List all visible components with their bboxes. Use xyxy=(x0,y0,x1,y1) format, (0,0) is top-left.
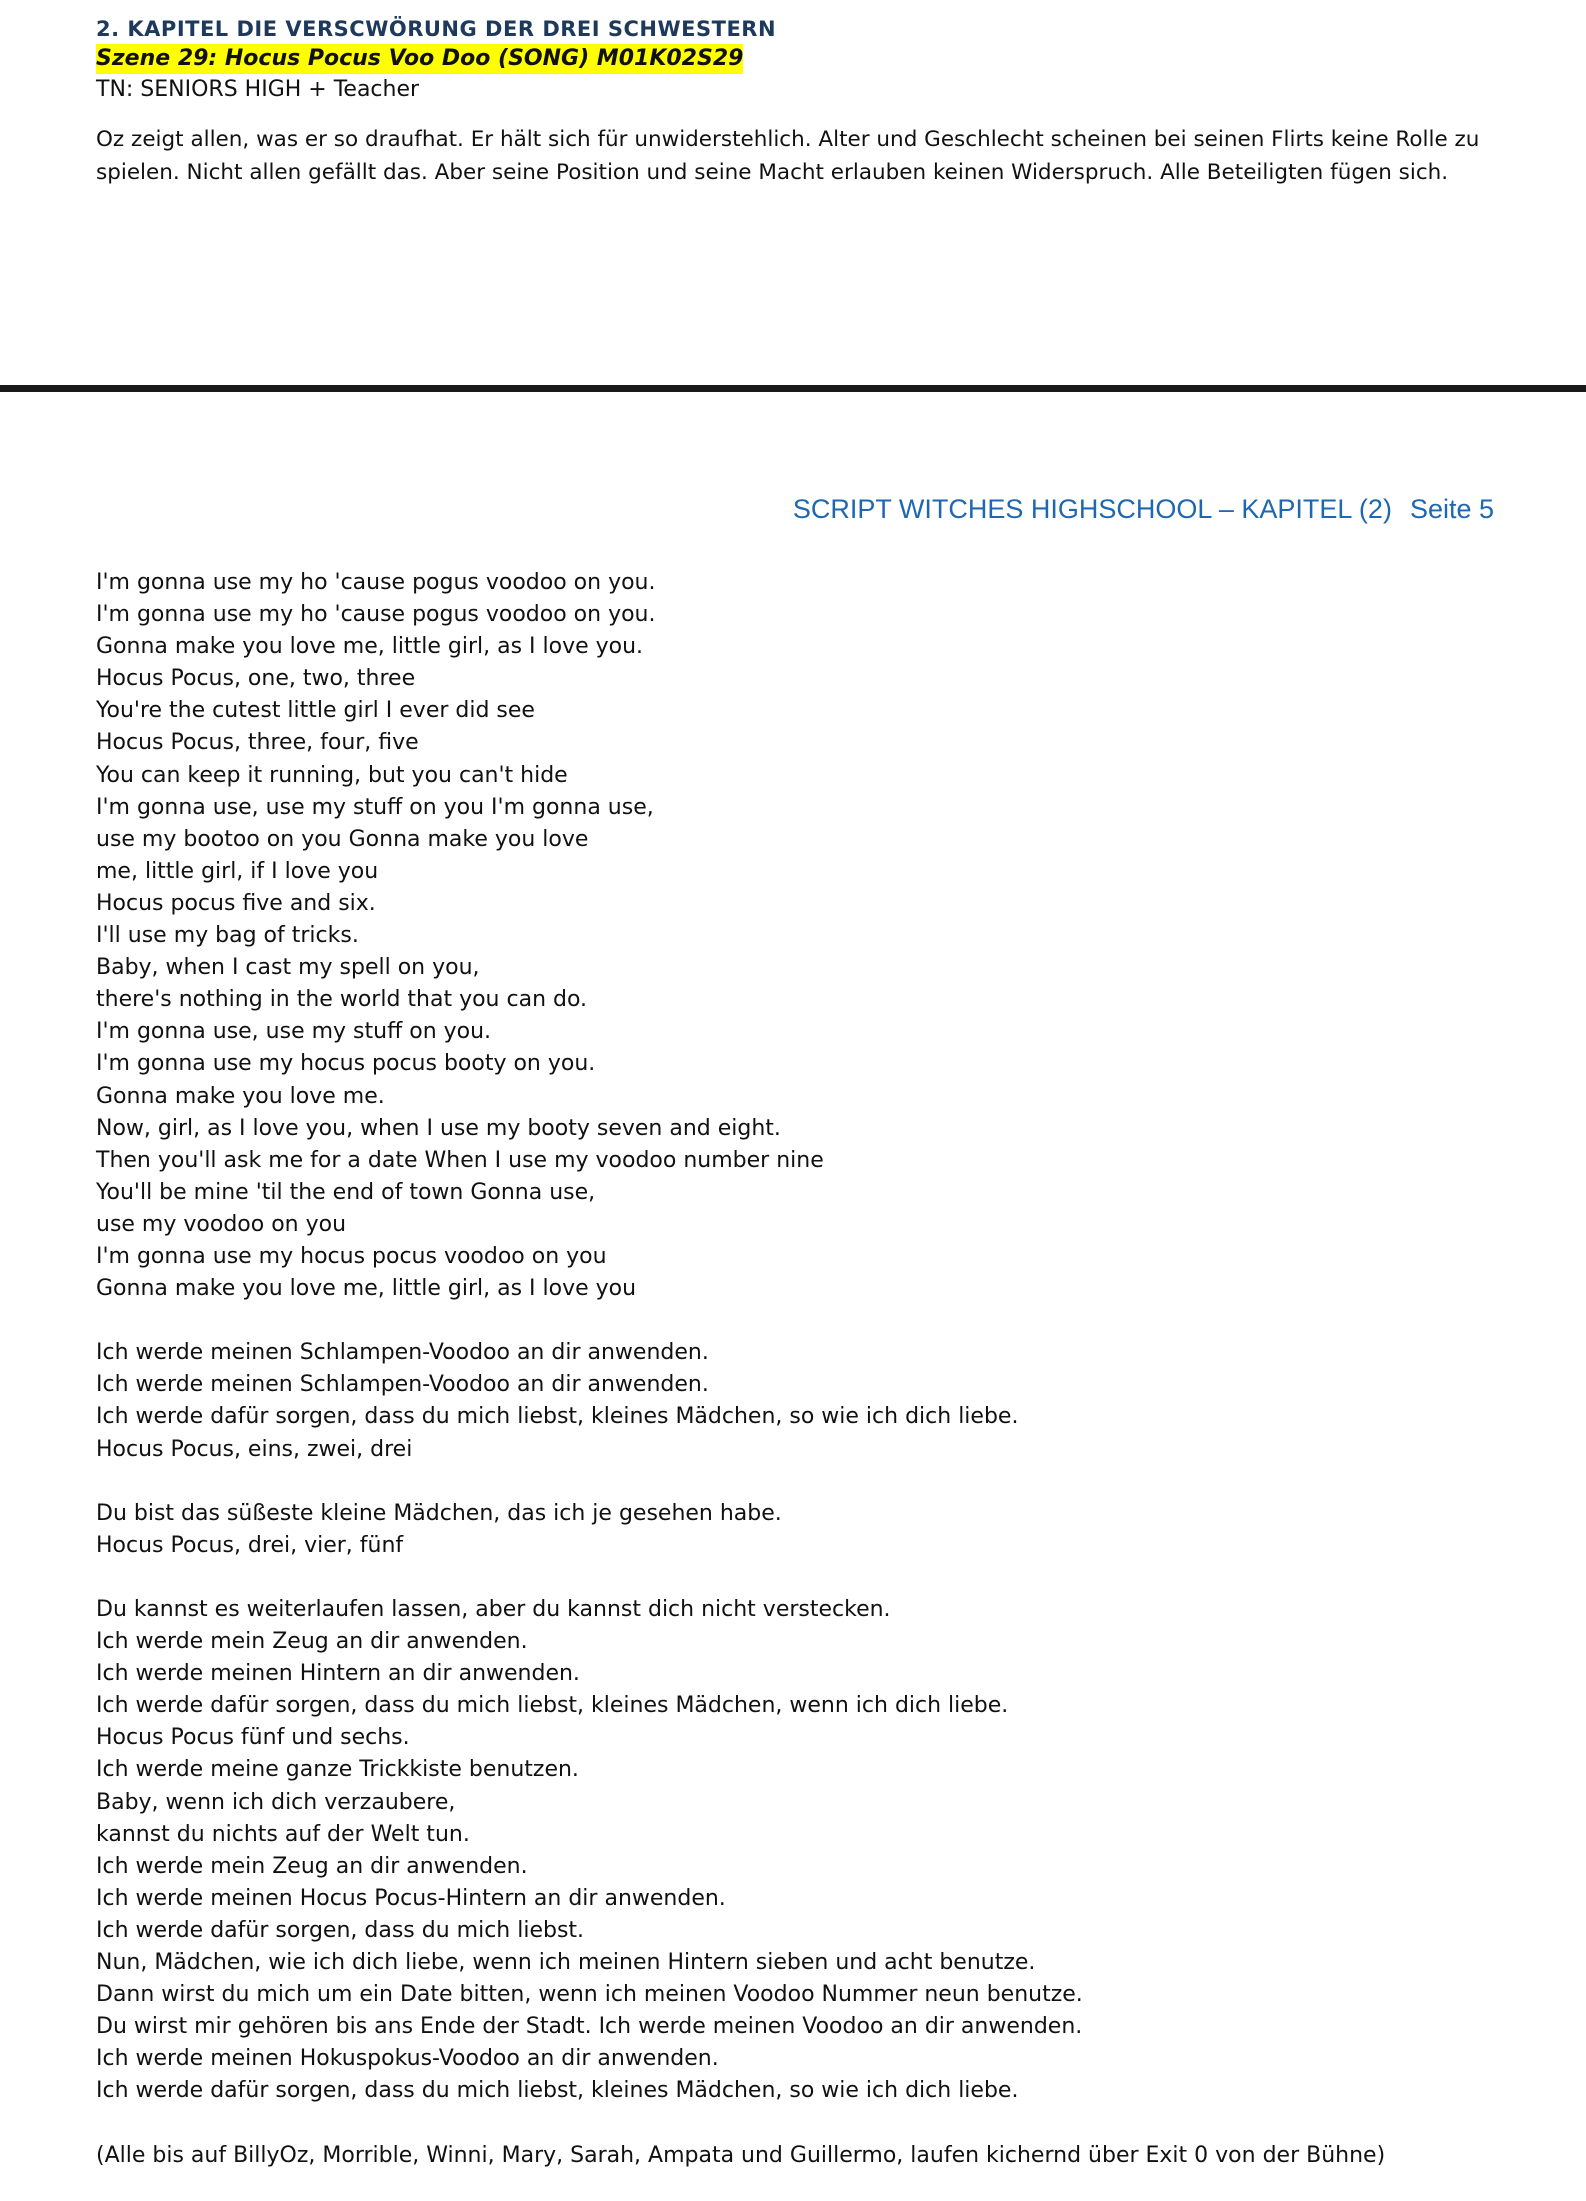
lyric-line: Ich werde meinen Schlampen-Voodoo an dir anwenden. xyxy=(96,1372,709,1398)
scene-header xyxy=(96,14,1516,189)
scene-description: Oz zeigt allen, was er so draufhat. Er hält sich für unwiderstehlich. Alter und Geschlecht scheinen bei seinen Flirts keine Rolle zu spielen. Nicht allen gefällt das. Aber seine Position und seine Macht erlauben keinen Widerspruch. Alle Beteiligten fügen sich. xyxy=(96,127,1480,185)
blank-line xyxy=(96,1305,1385,1337)
lyric-line: Du wirst mir gehören bis ans Ende der Stadt. Ich werde meinen Voodoo an dir anwenden. xyxy=(96,2014,1083,2040)
lyric-line: Ich werde mein Zeug an dir anwenden. xyxy=(96,1853,528,1879)
lyric-line: Du bist das süßeste kleine Mädchen, das ich je gesehen habe. xyxy=(96,1500,782,1526)
lyric-line: I'm gonna use my ho 'cause pogus voodoo on you. xyxy=(96,570,656,595)
lyric-line: I'm gonna use, use my stuff on you. xyxy=(96,1019,492,1045)
lyric-line: Hocus Pocus, three, four, five xyxy=(96,730,419,756)
lyric-line: me, little girl, if I love you xyxy=(96,858,379,884)
lyric-line: Gonna make you love me, little girl, as I love you. xyxy=(96,634,644,660)
lyric-line: Ich werde meinen Hokuspokus-Voodoo an dir anwenden. xyxy=(96,2046,719,2072)
lyric-line: there's nothing in the world that you can do. xyxy=(96,987,588,1013)
lyric-line: You can keep it running, but you can't hide xyxy=(96,762,568,788)
lyric-line: Ich werde meinen Hintern an dir anwenden. xyxy=(96,1661,580,1687)
blank-line xyxy=(96,1466,1385,1498)
lyric-line: Gonna make you love me. xyxy=(96,1083,385,1109)
lyrics-body xyxy=(96,567,1385,2172)
lyric-line: Hocus pocus five and six. xyxy=(96,890,376,916)
lyric-line: Hocus Pocus, eins, zwei, drei xyxy=(96,1436,413,1462)
blank-line xyxy=(96,1562,1385,1594)
lyric-line: use my voodoo on you xyxy=(96,1211,347,1237)
lyric-line: I'm gonna use my ho 'cause pogus voodoo on you. xyxy=(96,602,656,628)
lyric-line: use my bootoo on you Gonna make you love xyxy=(96,826,589,852)
lyric-line: Ich werde dafür sorgen, dass du mich liebst, kleines Mädchen, so wie ich dich liebe. xyxy=(96,2078,1019,2104)
lyric-line: Ich werde meinen Hocus Pocus-Hintern an dir anwenden. xyxy=(96,1885,726,1911)
scene-title: Szene 29: Hocus Pocus Voo Doo (SONG) M01K02S29 xyxy=(96,44,743,74)
lyric-line: Ich werde dafür sorgen, dass du mich liebst, kleines Mädchen, wenn ich dich liebe. xyxy=(96,1693,1009,1719)
lyric-line: You'll be mine 'til the end of town Gonna use, xyxy=(96,1179,596,1205)
lyric-line: Then you'll ask me for a date When I use my voodoo number nine xyxy=(96,1147,824,1173)
lyric-line: Hocus Pocus, drei, vier, fünf xyxy=(96,1532,404,1558)
lyric-line: I'm gonna use my hocus pocus booty on you. xyxy=(96,1051,596,1077)
lyric-line: Ich werde mein Zeug an dir anwenden. xyxy=(96,1629,528,1655)
lyric-line: Gonna make you love me, little girl, as I love you xyxy=(96,1276,637,1302)
lyric-line: You're the cutest little girl I ever did see xyxy=(96,698,535,724)
page-number: Seite 5 xyxy=(1409,494,1494,524)
running-header xyxy=(793,494,1494,525)
lyric-line: Now, girl, as I love you, when I use my booty seven and eight. xyxy=(96,1115,781,1141)
participants-line: TN: SENIORS HIGH + Teacher xyxy=(96,77,420,102)
page-divider xyxy=(0,385,1586,392)
lyric-line: kannst du nichts auf der Welt tun. xyxy=(96,1821,470,1847)
lyric-line: Nun, Mädchen, wie ich dich liebe, wenn ich meinen Hintern sieben und acht benutze. xyxy=(96,1950,1036,1976)
lyric-line: Ich werde meine ganze Trickkiste benutzen. xyxy=(96,1757,579,1783)
lyric-line: Baby, when I cast my spell on you, xyxy=(96,955,480,981)
document-title: SCRIPT WITCHES HIGHSCHOOL – KAPITEL (2) xyxy=(792,494,1392,524)
lyric-line: Ich werde dafür sorgen, dass du mich liebst, kleines Mädchen, so wie ich dich liebe. xyxy=(96,1404,1019,1430)
blank-line xyxy=(96,2108,1385,2140)
lyric-line: Hocus Pocus fünf und sechs. xyxy=(96,1725,410,1751)
chapter-heading: 2. KAPITEL DIE VERSCWÖRUNG DER DREI SCHWESTERN xyxy=(96,17,777,41)
lyric-line: Ich werde meinen Schlampen-Voodoo an dir anwenden. xyxy=(96,1340,709,1366)
lyric-line: I'm gonna use, use my stuff on you I'm gonna use, xyxy=(96,794,654,820)
lyric-line: Baby, wenn ich dich verzaubere, xyxy=(96,1789,456,1815)
lyric-line: I'll use my bag of tricks. xyxy=(96,923,359,949)
lyric-line: Du kannst es weiterlaufen lassen, aber du kannst dich nicht verstecken. xyxy=(96,1597,891,1622)
lyric-line: I'm gonna use my hocus pocus voodoo on you xyxy=(96,1243,607,1269)
lyric-line: Dann wirst du mich um ein Date bitten, wenn ich meinen Voodoo Nummer neun benutze. xyxy=(96,1982,1083,2008)
lyric-line: (Alle bis auf BillyOz, Morrible, Winni, Mary, Sarah, Ampata und Guillermo, laufen kichernd über Exit 0 von der Bühne) xyxy=(96,2142,1386,2168)
lyric-line: Ich werde dafür sorgen, dass du mich liebst. xyxy=(96,1917,585,1943)
lyric-line: Hocus Pocus, one, two, three xyxy=(96,666,416,692)
